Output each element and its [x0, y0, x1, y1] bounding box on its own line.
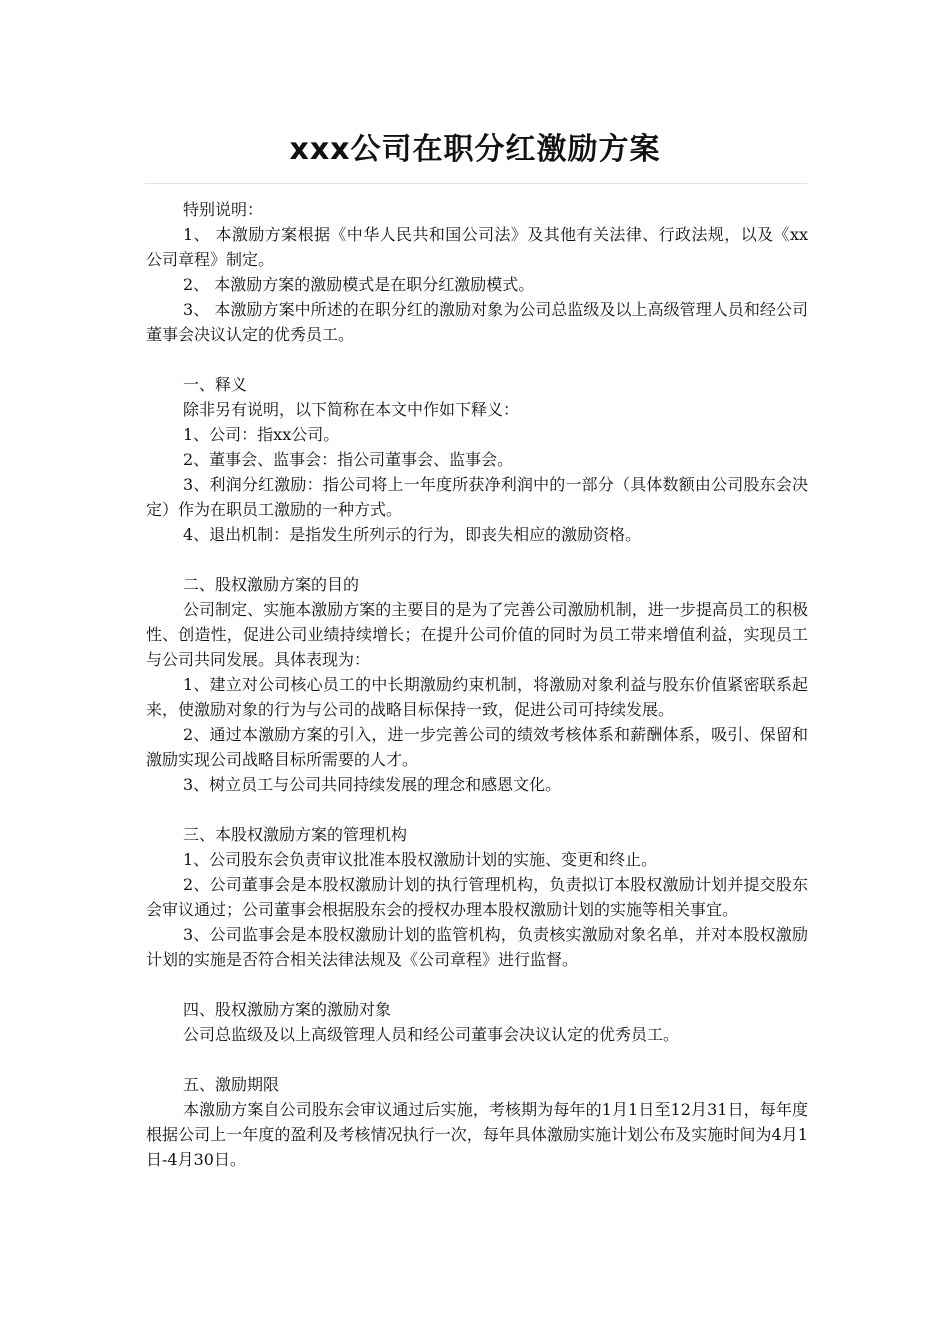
paragraph: 3、 本激励方案中所述的在职分红的激励对象为公司总监级及以上高级管理人员和经公司董事会决议认定的优秀员工。 — [146, 300, 808, 344]
title-divider — [145, 183, 807, 184]
document-title: xxx公司在职分红激励方案 — [289, 132, 661, 167]
section-heading: 一、释义 — [183, 375, 248, 394]
paragraph: 1、公司股东会负责审议批准本股权激励计划的实施、变更和终止。 — [183, 850, 658, 869]
section-heading: 二、股权激励方案的目的 — [183, 575, 360, 594]
paragraph: 1、公司：指xx公司。 — [183, 425, 340, 444]
paragraph: 2、公司董事会是本股权激励计划的执行管理机构，负责拟订本股权激励计划并提交股东会审议通过；公司董事会根据股东会的授权办理本股权激励计划的实施等相关事宜。 — [146, 875, 808, 919]
paragraph: 公司制定、实施本激励方案的主要目的是为了完善公司激励机制，进一步提高员工的积极性、创造性，促进公司业绩持续增长；在提升公司价值的同时为员工带来增值利益，实现员工与公司共同发展。具体表现为： — [146, 600, 808, 669]
paragraph: 4、退出机制：是指发生所列示的行为，即丧失相应的激励资格。 — [183, 525, 642, 544]
paragraph: 特别说明： — [183, 200, 264, 219]
document-body — [146, 197, 808, 1172]
section-heading: 四、股权激励方案的激励对象 — [183, 1000, 392, 1019]
paragraph: 公司总监级及以上高级管理人员和经公司董事会决议认定的优秀员工。 — [183, 1025, 680, 1044]
paragraph: 除非另有说明，以下简称在本文中作如下释义： — [183, 400, 520, 419]
paragraph: 2、 本激励方案的激励模式是在职分红激励模式。 — [183, 275, 535, 294]
section-heading: 三、本股权激励方案的管理机构 — [183, 825, 408, 844]
paragraph: 2、董事会、监事会：指公司董事会、监事会。 — [183, 450, 514, 469]
paragraph: 本激励方案自公司股东会审议通过后实施，考核期为每年的1月1日至12月31日，每年度根据公司上一年度的盈利及考核情况执行一次，每年具体激励实施计划公布及实施时间为4月1日-4月30日。 — [146, 1100, 808, 1169]
paragraph: 3、树立员工与公司共同持续发展的理念和感恩文化。 — [183, 775, 562, 794]
paragraph: 2、通过本激励方案的引入，进一步完善公司的绩效考核体系和薪酬体系，吸引、保留和激励实现公司战略目标所需要的人才。 — [146, 725, 808, 769]
paragraph: 3、公司监事会是本股权激励计划的监管机构，负责核实激励对象名单，并对本股权激励计划的实施是否符合相关法律法规及《公司章程》进行监督。 — [146, 925, 808, 969]
paragraph: 1、 本激励方案根据《中华人民共和国公司法》及其他有关法律、行政法规，以及《xx公司章程》制定。 — [146, 225, 808, 269]
section-heading: 五、激励期限 — [183, 1075, 280, 1094]
paragraph: 3、利润分红激励：指公司将上一年度所获净利润中的一部分（具体数额由公司股东会决定）作为在职员工激励的一种方式。 — [146, 475, 808, 519]
paragraph: 1、建立对公司核心员工的中长期激励约束机制，将激励对象利益与股东价值紧密联系起来，使激励对象的行为与公司的战略目标保持一致，促进公司可持续发展。 — [146, 675, 808, 719]
